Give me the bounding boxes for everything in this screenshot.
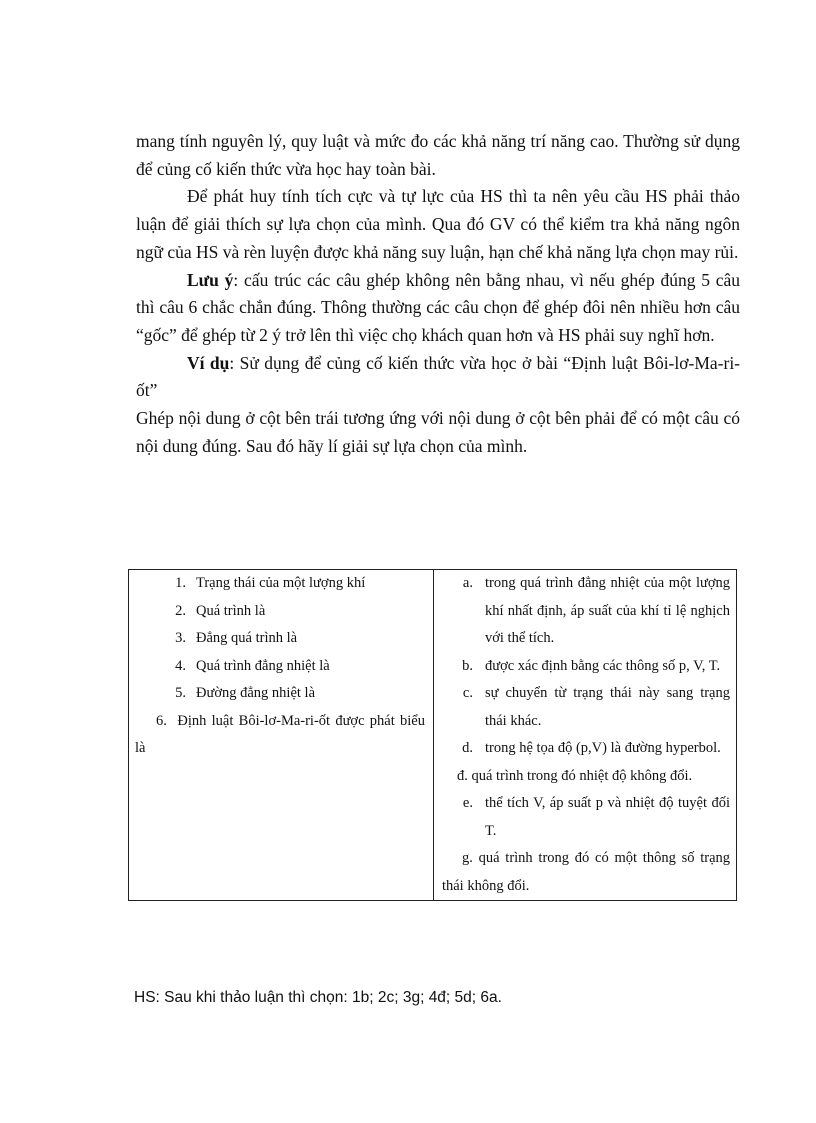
example-paragraph bbox=[136, 350, 740, 405]
right-item-e bbox=[434, 790, 730, 845]
left-item-1 bbox=[129, 570, 433, 598]
item-letter: đ. bbox=[456, 767, 468, 784]
item-text: được xác định bằng các thông số p, V, T. bbox=[484, 657, 721, 674]
right-column bbox=[433, 570, 736, 901]
example-text: : Sử dụng để củng cố kiến thức vừa học ở bài “Định luật Bôi-lơ-Ma-ri-ốt” bbox=[136, 352, 741, 401]
item-number: 6. bbox=[156, 712, 167, 729]
instruction-paragraph: Ghép nội dung ở cột bên trái tương ứng với nội dung ở cột bên phải để có một câu có nội dung đúng. Sau đó hãy lí giải sự lựa chọn của mình. bbox=[136, 408, 740, 456]
item-letter: c. bbox=[462, 685, 473, 701]
note-text: : cấu trúc các câu ghép không nên bằng nhau, vì nếu ghép đúng 5 câu thì câu 6 chắc chắn đúng. Thông thường các câu chọn để ghép đôi nên nhiều hơn câu “gốc” để ghép từ 2 ý trở lên thì việc chọ khách quan hơn và HS phải suy nghĩ hơn. bbox=[136, 269, 740, 345]
document-body bbox=[136, 128, 740, 460]
paragraph-1: mang tính nguyên lý, quy luật và mức đo các khả năng trí năng cao. Thường sử dụng để củng cố kiến thức vừa học hay toàn bài. bbox=[136, 131, 740, 179]
item-text: Trạng thái của một lượng khí bbox=[196, 575, 366, 591]
left-item-3 bbox=[129, 625, 433, 653]
right-item-d bbox=[434, 735, 730, 763]
right-item-c bbox=[434, 680, 730, 735]
item-text: Đẳng quá trình là bbox=[196, 630, 298, 646]
item-letter: a. bbox=[462, 575, 473, 591]
item-text: Định luật Bôi-lơ-Ma-ri-ốt được phát biểu là bbox=[135, 712, 425, 756]
matching-table bbox=[128, 569, 737, 901]
item-letter: d. bbox=[462, 740, 473, 756]
item-text: sự chuyển từ trạng thái này sang trạng thái khác. bbox=[484, 685, 730, 729]
note-paragraph bbox=[136, 267, 740, 350]
item-number: 3. bbox=[175, 630, 186, 646]
item-text: Quá trình đẳng nhiệt là bbox=[196, 657, 330, 674]
example-label: Ví dụ bbox=[187, 352, 230, 373]
left-item-4 bbox=[129, 653, 433, 681]
item-text: quá trình trong đó nhiệt độ không đổi. bbox=[471, 767, 693, 784]
item-text: Đường đẳng nhiệt là bbox=[196, 685, 316, 701]
item-number: 2. bbox=[175, 602, 186, 619]
left-column bbox=[129, 570, 434, 901]
item-letter: g. bbox=[461, 850, 473, 866]
item-text: quá trình trong đó có một thông số trạng thái không đổi. bbox=[441, 850, 731, 894]
item-number: 5. bbox=[175, 685, 186, 701]
right-item-dd bbox=[434, 763, 730, 791]
item-letter: b. bbox=[462, 657, 473, 674]
item-text: trong quá trình đẳng nhiệt của một lượng khí nhất định, áp suất của khí tỉ lệ nghịch với thể tích. bbox=[484, 575, 730, 646]
left-item-5 bbox=[129, 680, 433, 708]
left-item-6 bbox=[129, 708, 433, 763]
note-label: Lưu ý bbox=[187, 269, 234, 290]
right-item-b bbox=[434, 653, 730, 681]
right-item-a bbox=[434, 570, 730, 653]
item-number: 1. bbox=[175, 575, 186, 591]
table-row bbox=[129, 570, 737, 901]
right-item-g bbox=[434, 845, 730, 900]
left-item-2 bbox=[129, 598, 433, 626]
item-text: thể tích V, áp suất p và nhiệt độ tuyệt đối T. bbox=[484, 795, 730, 839]
item-number: 4. bbox=[175, 657, 186, 674]
item-text: trong hệ tọa độ (p,V) là đường hyperbol. bbox=[484, 740, 721, 756]
item-letter: e. bbox=[462, 795, 473, 811]
paragraph-2: Để phát huy tính tích cực và tự lực của HS thì ta nên yêu cầu HS phải thảo luận để giải thích sự lựa chọn của mình. Qua đó GV có thể kiểm tra khả năng ngôn ngữ của HS và rèn luyện được khả năng suy luận, hạn chế khả năng lựa chọn may rủi. bbox=[136, 186, 740, 262]
item-text: Quá trình là bbox=[196, 602, 266, 619]
answer-line: HS: Sau khi thảo luận thì chọn: 1b; 2c; 3g; 4đ; 5d; 6a. bbox=[134, 989, 502, 1006]
